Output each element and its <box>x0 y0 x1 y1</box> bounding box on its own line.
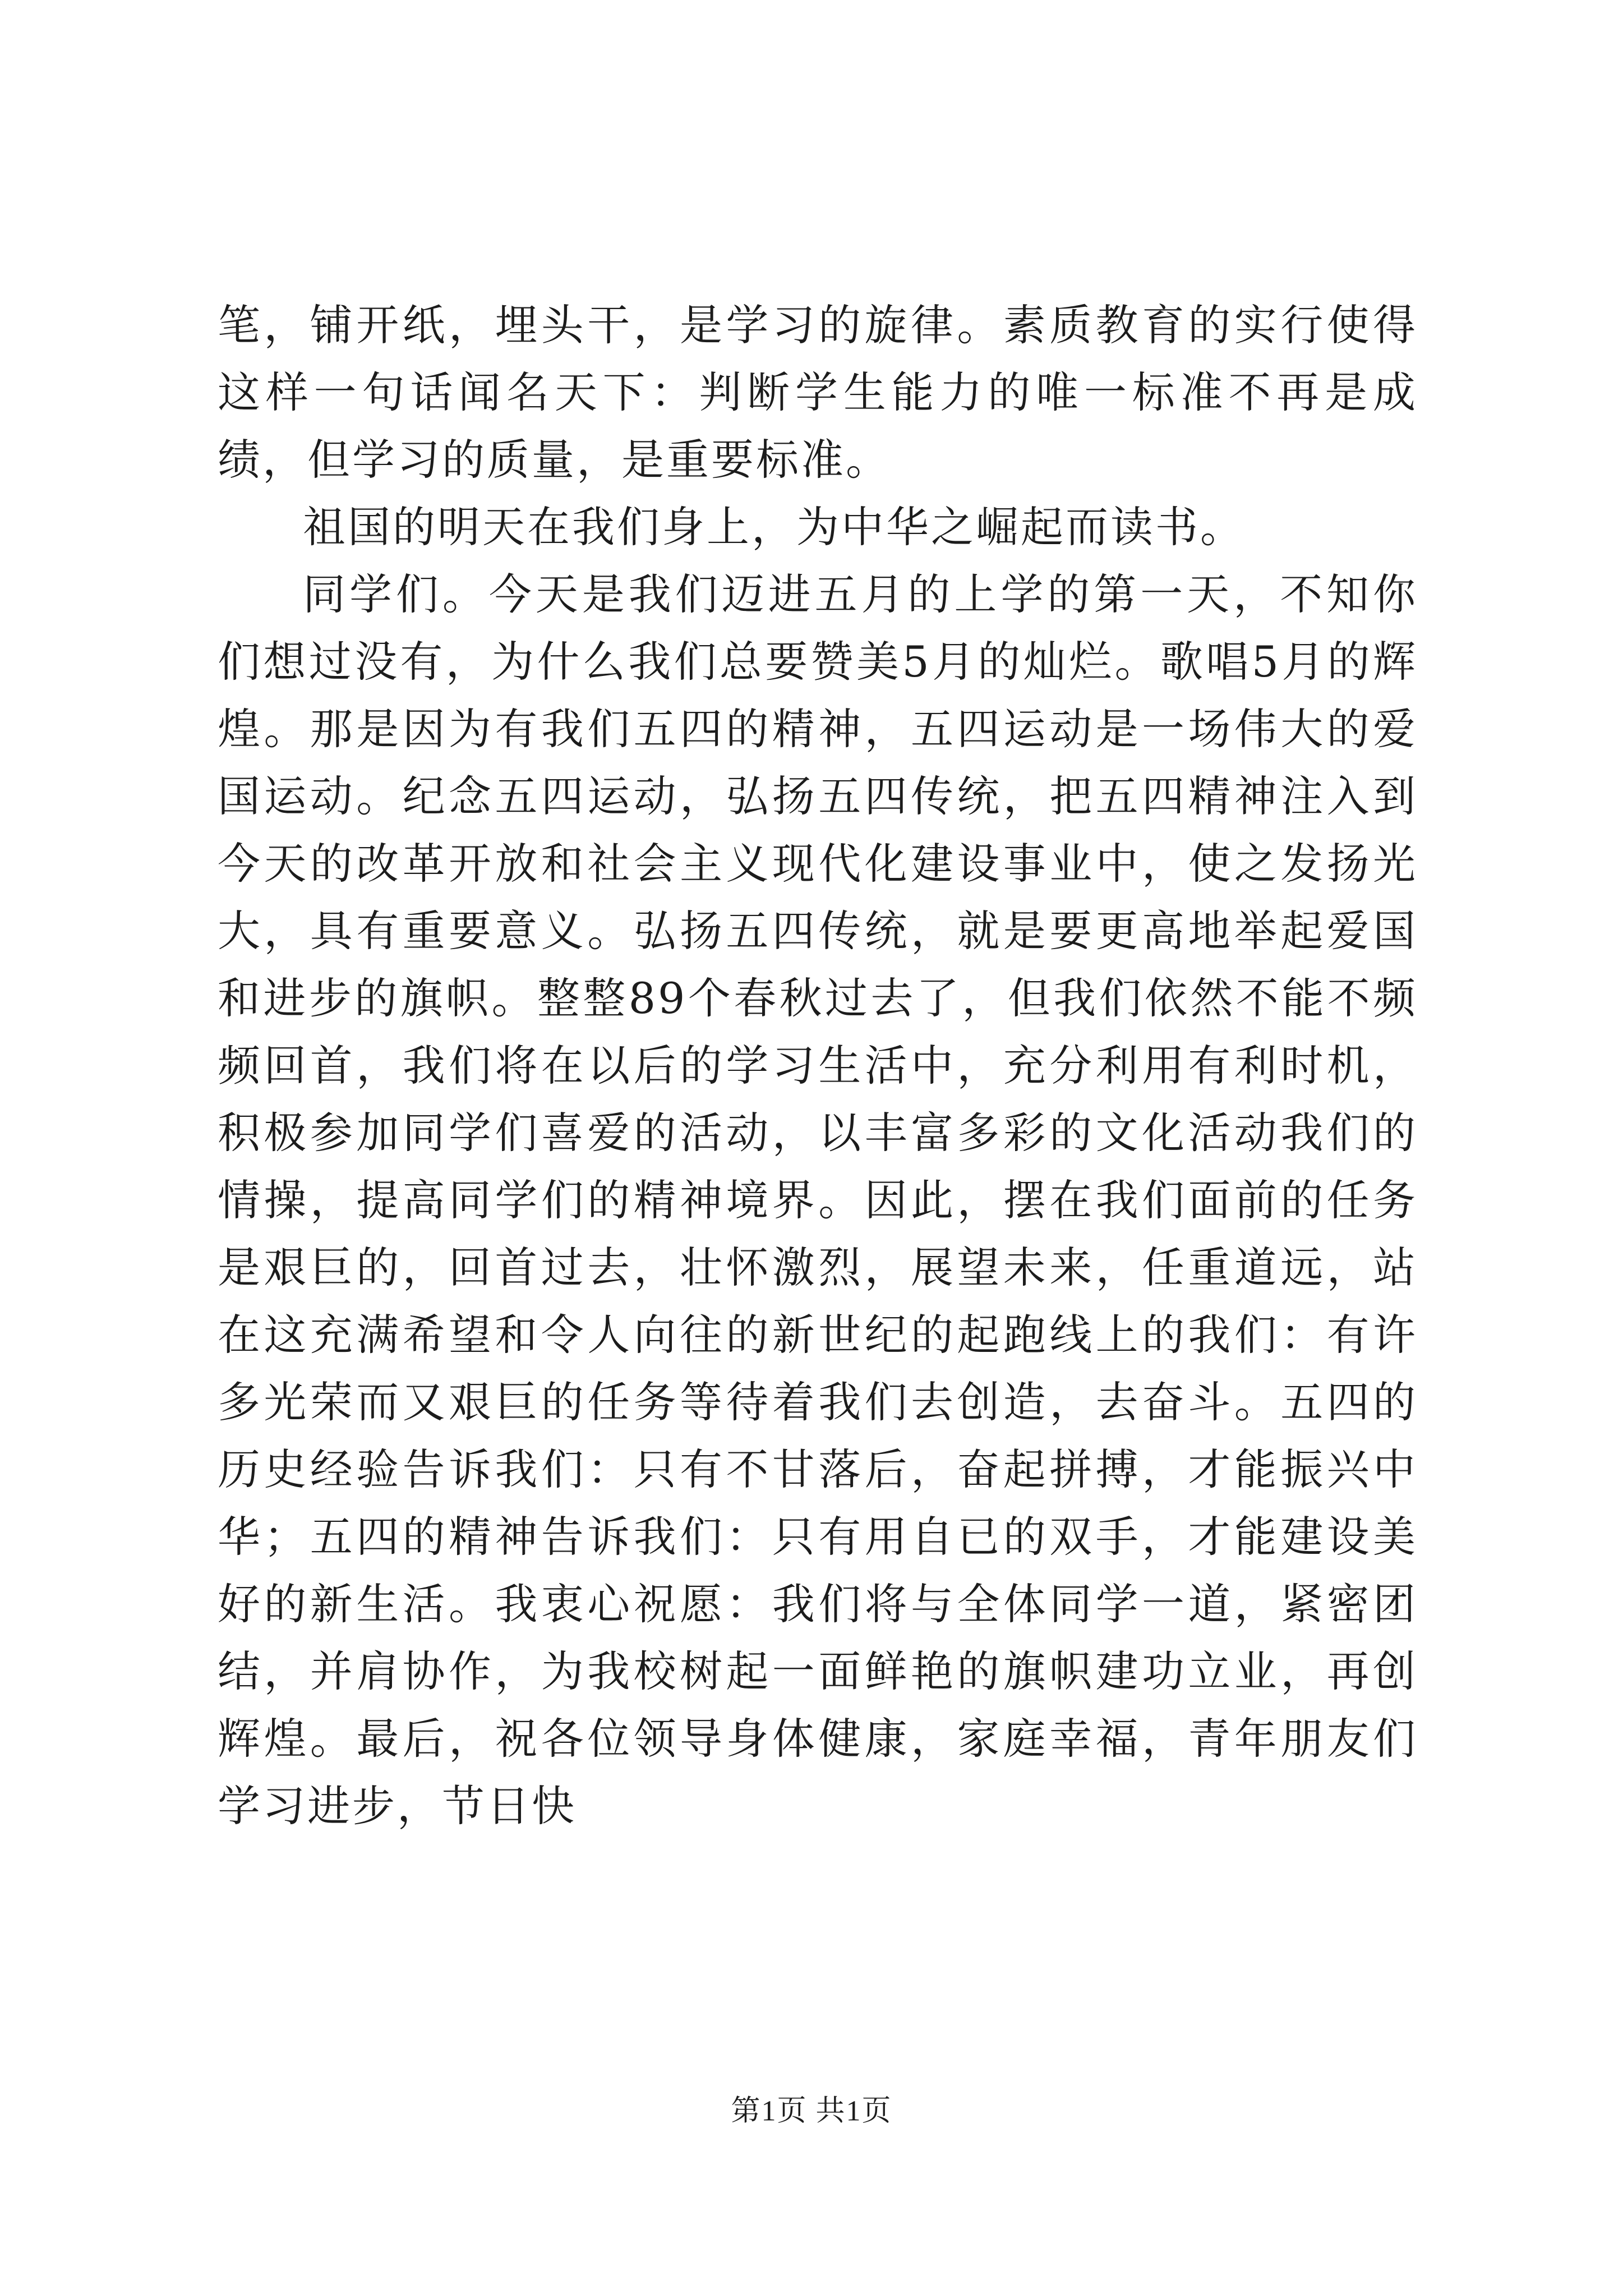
document-body <box>218 292 1418 1840</box>
paragraph-1: 笔，铺开纸，埋头干，是学习的旋律。素质教育的实行使得这样一句话闻名天下：判断学生能力的唯一标准不再是成绩，但学习的质量，是重要标准。 <box>218 300 1418 485</box>
paragraph-2: 祖国的明天在我们身上，为中华之崛起而读书。 <box>303 502 1245 552</box>
paragraph-3: 同学们。今天是我们迈进五月的上学的第一天，不知你们想过没有，为什么我们总要赞美5月的灿烂。歌唱5月的辉煌。那是因为有我们五四的精神，五四运动是一场伟大的爱国运动。纪念五四运动，弘扬五四传统，把五四精神注入到今天的改革开放和社会主义现代化建设事业中，使之发扬光大，具有重要意义。弘扬五四传统，就是要更高地举起爱国和进步的旗帜。整整89个春秋过去了，但我们依然不能不频频回首，我们将在以后的学习生活中，充分利用有利时机，积极参加同学们喜爱的活动，以丰富多彩的文化活动我们的情操，提高同学们的精神境界。因此，摆在我们面前的任务是艰巨的，回首过去，壮怀激烈，展望未来，任重道远，站在这充满希望和令人向往的新世纪的起跑线上的我们：有许多光荣而又艰巨的任务等待着我们去创造，去奋斗。五四的历史经验告诉我们：只有不甘落后，奋起拼搏，才能振兴中华；五四的精神告诉我们：只有用自已的双手，才能建设美好的新生活。我衷心祝愿：我们将与全体同学一道，紧密团结，并肩协作，为我校树起一面鲜艳的旗帜建功立业，再创辉煌。最后，祝各位领导身体健康，家庭幸福，青年朋友们学习进步，节日快 <box>218 569 1418 1831</box>
page-number-footer: 第1页 共1页 <box>731 2095 892 2127</box>
